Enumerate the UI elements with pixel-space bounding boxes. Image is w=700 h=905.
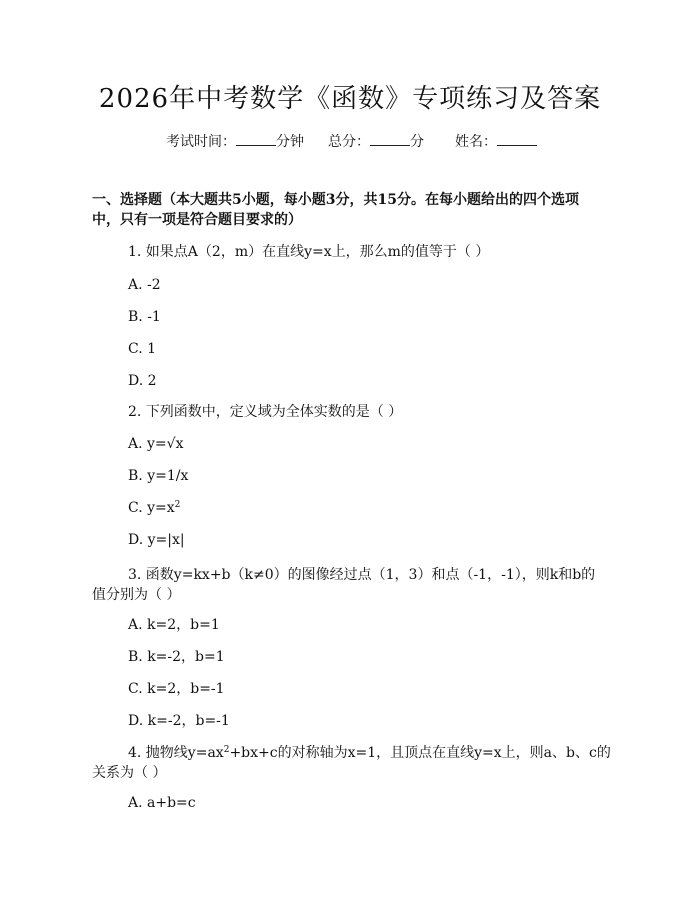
total-score-blank (370, 131, 410, 146)
question-2-option-c-exponent: 2 (174, 500, 181, 510)
question-1-option-a: A. -2 (128, 277, 161, 293)
question-3-option-d: D. k=-2，b=-1 (128, 713, 230, 729)
question-2-option-a: A. y=√x (128, 436, 184, 452)
question-4-stem-part-a: 4. 抛物线y=ax (128, 745, 224, 761)
section-heading-line1: 一、选择题（本大题共5小题，每小题3分，共15分。在每小题给出的四个选项 (92, 192, 579, 208)
question-4-stem-line2: 关系为（ ） (92, 765, 167, 781)
question-2-stem: 2. 下列函数中，定义域为全体实数的是（ ） (128, 404, 403, 420)
student-name-label: 姓名： (455, 134, 497, 150)
exam-time-unit: 分钟 (276, 134, 304, 150)
exam-time-blank (236, 131, 276, 146)
total-score-unit: 分 (410, 134, 424, 150)
question-1-stem: 1. 如果点A（2，m）在直线y=x上，那么m的值等于（ ） (128, 244, 490, 260)
document-title: 2026年中考数学《函数》专项练习及答案 (98, 84, 602, 114)
total-score-label: 总分： (328, 134, 370, 150)
total-score-field (328, 131, 424, 152)
exam-time-label: 考试时间： (166, 134, 236, 150)
question-1-option-d: D. 2 (128, 373, 157, 389)
question-2-option-c (128, 497, 180, 519)
question-4-option-a: A. a+b=c (128, 795, 196, 811)
question-3-stem-line1: 3. 函数y=kx+b（k≠0）的图像经过点（1，3）和点（-1，-1），则k和b的 (128, 567, 596, 583)
exam-time-field (166, 131, 304, 152)
question-4-exponent: 2 (223, 745, 230, 755)
question-4-stem-line1 (128, 741, 611, 765)
section-heading-line2: 中，只有一项是符合题目要求的） (92, 212, 302, 228)
question-2-option-c-text: C. y=x (128, 500, 175, 516)
question-2-option-d: D. y=|x| (128, 532, 185, 548)
question-3-option-c: C. k=2，b=-1 (128, 681, 225, 697)
student-name-field (455, 131, 537, 152)
question-4-stem-part-b: +bx+c的对称轴为x=1，且顶点在直线y=x上，则a、b、c的 (229, 745, 611, 761)
question-3-option-b: B. k=-2，b=1 (128, 649, 225, 665)
student-name-blank (497, 131, 537, 146)
question-3-stem-line2: 值分别为（ ） (92, 587, 181, 603)
question-1-option-c: C. 1 (128, 341, 157, 357)
question-2-option-b: B. y=1/x (128, 468, 189, 484)
question-1-option-b: B. -1 (128, 309, 161, 325)
question-3-option-a: A. k=2，b=1 (128, 617, 220, 633)
